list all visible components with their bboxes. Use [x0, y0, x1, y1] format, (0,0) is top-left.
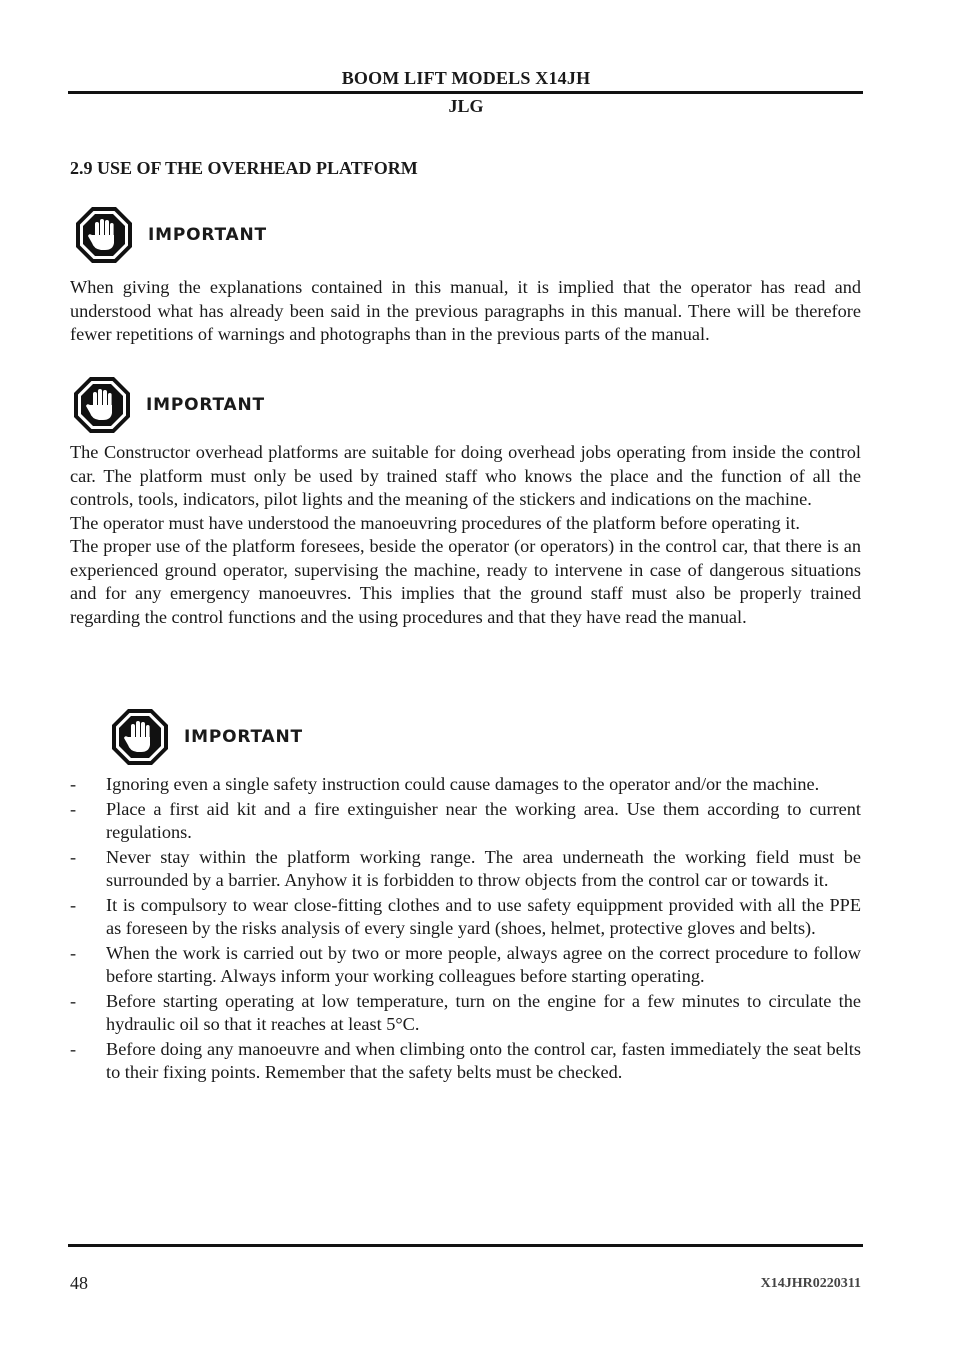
list-item-text: When the work is carried out by two or more people, always agree on the correct procedure to follow before starting. Always inform your working colleagues before starting operating. — [106, 942, 861, 986]
header-divider — [68, 91, 863, 94]
list-bullet: - — [70, 1038, 77, 1059]
important-notice — [72, 375, 265, 435]
important-label: IMPORTANT — [184, 727, 303, 747]
stop-hand-icon — [110, 707, 170, 767]
intro-paragraph — [70, 276, 861, 347]
list-item — [70, 798, 861, 845]
header-brand: JLG — [448, 96, 484, 116]
list-bullet: - — [70, 894, 77, 915]
paragraph-text: The operator must have understood the manoeuvring procedures of the platform before operating it. — [70, 512, 800, 533]
paragraph-text: The proper use of the platform foresees, beside the operator (or operators) in the control car, that there is an experienced ground operator, supervising the machine, ready to intervene in case of dangerous situations and for any emergency manoeuvres. This implies that the ground staff must also be properly trained regarding the control functions and the using procedures and that they have read the manual. — [70, 536, 861, 627]
document-code: X14JHR0220311 — [760, 1276, 861, 1291]
important-label: IMPORTANT — [146, 395, 265, 415]
list-item — [70, 894, 861, 941]
list-bullet: - — [70, 846, 77, 867]
paragraph-text: The Constructor overhead platforms are suitable for doing overhead jobs operating from inside the control car. The platform must only be used by trained staff who knows the place and the function of all the controls, tools, indicators, pilot lights and the meaning of the stickers and indications on the machine. — [70, 442, 861, 509]
section-title: 2.9 USE OF THE OVERHEAD PLATFORM — [70, 158, 418, 178]
list-bullet: - — [70, 798, 77, 819]
platform-use-paragraphs — [70, 441, 861, 629]
list-bullet: - — [70, 990, 77, 1011]
list-item-text: It is compulsory to wear close-fitting clothes and to use safety equippment provided with all the PPE as foreseen by the risks analysis of every single yard (shoes, helmet, protective gloves and belts). — [106, 894, 861, 938]
footer-divider — [68, 1244, 863, 1247]
list-item — [70, 942, 861, 989]
stop-hand-icon — [74, 205, 134, 265]
safety-rules-list — [70, 773, 861, 1086]
paragraph-text: When giving the explanations contained in this manual, it is implied that the operator has read and understood what has already been said in the previous paragraphs in this manual. There will be therefore fewer repetitions of warnings and photographs than in the previous parts of the manual. — [70, 277, 861, 344]
list-bullet: - — [70, 942, 77, 963]
stop-hand-icon — [72, 375, 132, 435]
page-number: 48 — [70, 1273, 88, 1293]
important-notice — [110, 707, 303, 767]
list-item — [70, 846, 861, 893]
list-item — [70, 1038, 861, 1085]
list-item-text: Before starting operating at low temperature, turn on the engine for a few minutes to circulate the hydraulic oil so that it reaches at least 5°C. — [106, 990, 861, 1034]
list-item-text: Ignoring even a single safety instruction could cause damages to the operator and/or the machine. — [106, 774, 820, 794]
header-title: BOOM LIFT MODELS X14JH — [341, 68, 591, 88]
list-bullet: - — [70, 774, 77, 794]
list-item-text: Before doing any manoeuvre and when climbing onto the control car, fasten immediately the seat belts to their fixing points. Remember that the safety belts must be checked. — [106, 1038, 861, 1082]
important-label: IMPORTANT — [148, 225, 267, 245]
list-item-text: Never stay within the platform working range. The area underneath the working field must be surrounded by a barrier. Anyhow it is forbidden to throw objects from the control car or towards it. — [106, 846, 861, 890]
important-notice — [74, 205, 267, 265]
list-item — [70, 990, 861, 1037]
list-item-text: Place a first aid kit and a fire extinguisher near the working area. Use them according to current regulations. — [106, 798, 861, 842]
list-item — [70, 773, 861, 797]
